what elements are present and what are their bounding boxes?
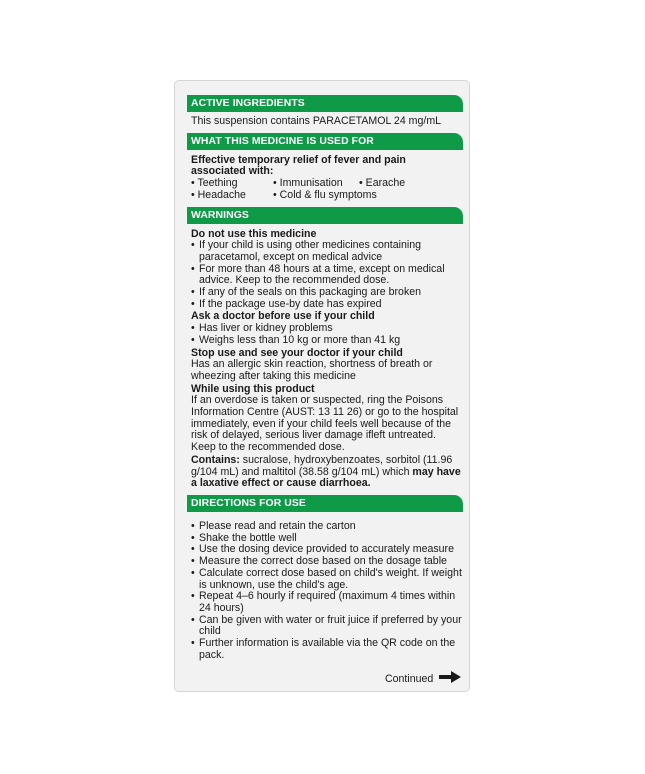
list-item: • Has liver or kidney problems bbox=[191, 322, 333, 335]
list-item: • Can be given with water or fruit juice if preferred by your child bbox=[191, 613, 462, 638]
list-item: • If the package use-by date has expired bbox=[191, 297, 382, 310]
contains-bold-tail: may have a laxative effect or cause diarrhoea. bbox=[191, 465, 461, 490]
section-header-active-ingredients: ACTIVE INGREDIENTS bbox=[187, 95, 463, 112]
used-for-body bbox=[187, 150, 463, 207]
section-header-directions: DIRECTIONS FOR USE bbox=[187, 495, 463, 512]
active-ingredients-body bbox=[187, 112, 463, 133]
list-item: • Further information is available via the QR code on the pack. bbox=[191, 637, 456, 661]
section-header-warnings: WARNINGS bbox=[187, 207, 463, 224]
list-item: • Shake the bottle well bbox=[191, 531, 297, 544]
while-using-heading: While using this product bbox=[191, 382, 315, 395]
info-card bbox=[174, 80, 470, 692]
contains-label: Contains: bbox=[191, 453, 240, 466]
card-content bbox=[187, 95, 463, 661]
used-for-item: • Teething bbox=[191, 177, 238, 190]
used-for-row-2 bbox=[191, 190, 463, 202]
list-item: • Weighs less than 10 kg or more than 41 kg bbox=[191, 333, 401, 346]
active-ingredients-text: This suspension contains PARACETAMOL 24 mg/mL bbox=[191, 115, 442, 127]
used-for-item: • Earache bbox=[359, 177, 406, 190]
list-item: • For more than 48 hours at a time, except on medical advice. Keep to the recommended dose. bbox=[191, 262, 445, 287]
contains-text bbox=[191, 455, 463, 490]
continued-indicator bbox=[385, 671, 461, 686]
list-item: • Calculate correct dose based on child's weight. If weight is unknown, use the child's age. bbox=[191, 566, 462, 591]
list-item: • Repeat 4–6 hourly if required (maximum 4 times within 24 hours) bbox=[191, 590, 456, 614]
used-for-lead: Effective temporary relief of fever and pain associated with: bbox=[191, 153, 406, 178]
continued-label: Continued bbox=[385, 672, 434, 685]
used-for-item: • Headache bbox=[191, 188, 246, 201]
list-item: • Please read and retain the carton bbox=[191, 519, 356, 532]
list-item: • If any of the seals on this packaging are broken bbox=[191, 286, 422, 299]
list-item: • Measure the correct dose based on the dosage table bbox=[191, 555, 447, 568]
stop-use-heading: Stop use and see your doctor if your child bbox=[191, 346, 403, 359]
warnings-body bbox=[187, 224, 463, 495]
while-using-text: If an overdose is taken or suspected, ring the Poisons Information Centre (AUST: 13 11 26) or go to the hospital immediately, even if your child feels well because of the risk of delayed, serious liver damage ifleft untreated. Keep to the recommended dose. bbox=[191, 394, 459, 454]
list-item: • Use the dosing device provided to accurately measure bbox=[191, 543, 454, 556]
used-for-item: • Cold & flu symptoms bbox=[273, 188, 377, 201]
right-arrow-icon bbox=[439, 671, 461, 686]
do-not-use-heading: Do not use this medicine bbox=[191, 227, 317, 240]
contains-body: sucralose, hydroxybenzoates, sorbitol (11.96 g/104 mL) and maltitol (38.58 g/104 mL) which bbox=[191, 453, 453, 478]
used-for-item: • Immunisation bbox=[273, 177, 343, 190]
ask-doctor-heading: Ask a doctor before use if your child bbox=[191, 310, 375, 323]
stop-use-text: Has an allergic skin reaction, shortness of breath or wheezing after taking this medicine bbox=[191, 358, 433, 382]
directions-body bbox=[187, 512, 463, 661]
section-header-used-for: WHAT THIS MEDICINE IS USED FOR bbox=[187, 133, 463, 150]
list-item: • If your child is using other medicines containing paracetamol, except on medical advice bbox=[191, 239, 421, 263]
